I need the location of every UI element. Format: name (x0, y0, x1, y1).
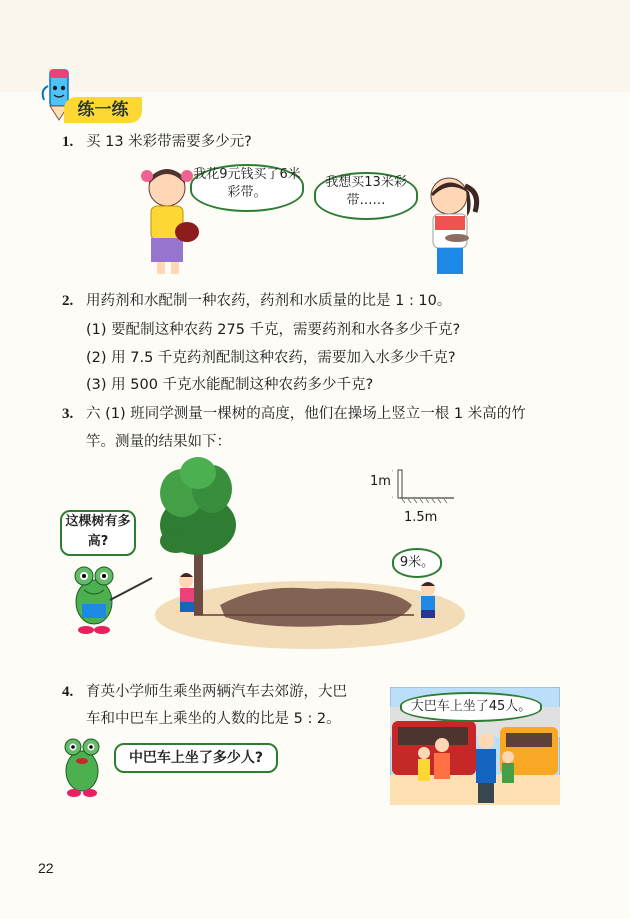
speech-bubble-boy: 我想买13米彩带…… (314, 172, 418, 220)
question-3-line-1: 六 (1) 班同学测量一棵树的高度，他们在操场上竖立一根 1 米高的竹 (86, 406, 526, 422)
speech-bubble-frog-tree: 这棵树有多高? (60, 510, 136, 556)
question-2-sub-3: (3) 用 500 千克水能配制这种农药多少千克? (86, 377, 374, 393)
page-header-band (0, 0, 630, 92)
lesson-badge: 练一练 (64, 97, 142, 123)
question-3-line-2: 竿。测量的结果如下： (86, 434, 231, 450)
pole-shadow-diagram (392, 468, 472, 510)
speech-bubble-kid-9m: 9米。 (392, 548, 442, 578)
speech-bubble-bus-45: 大巴车上坐了45人。 (400, 692, 542, 722)
question-2-text: 用药剂和水配制一种农药，药剂和水质量的比是 1 : 10。 (86, 293, 452, 309)
page-number: 22 (38, 860, 54, 876)
question-2-sub-1: (1) 要配制这种农药 275 千克，需要药剂和水各多少千克? (86, 322, 461, 338)
boy-illustration (415, 172, 485, 277)
question-1-number: 1. (62, 134, 74, 150)
pole-height-label: 1m (370, 474, 391, 489)
question-4-line-1: 育英小学师生乘坐两辆汽车去郊游，大巴 (86, 684, 347, 700)
question-4-line-2: 车和中巴车上乘坐的人数的比是 5 : 2。 (86, 711, 341, 727)
question-2-sub-2: (2) 用 7.5 千克药剂配制这种农药，需要加入水多少千克? (86, 350, 456, 366)
speech-bubble-girl: 我花9元钱买了6米彩带。 (190, 164, 304, 212)
frog-question-illustration (58, 735, 108, 801)
question-2-number: 2. (62, 293, 74, 309)
question-1-text: 买 13 米彩带需要多少元? (86, 134, 252, 150)
question-4-number: 4. (62, 684, 74, 700)
speech-bubble-frog-bus: 中巴车上坐了多少人? (114, 743, 278, 773)
frog-teacher-illustration (60, 560, 160, 640)
question-3-number: 3. (62, 406, 74, 422)
shadow-length-label: 1.5m (404, 510, 438, 525)
